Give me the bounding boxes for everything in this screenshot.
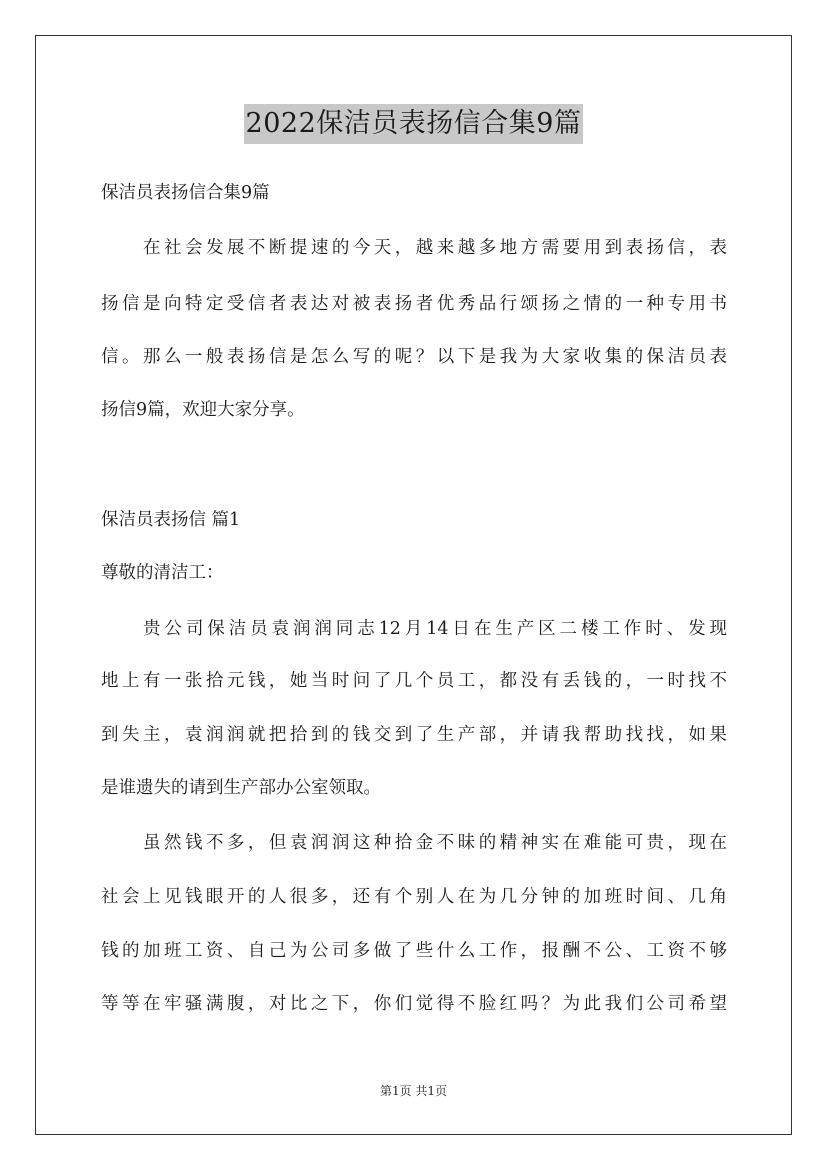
paragraph2-line-4: 等等在牢骚满腹，对比之下，你们觉得不脸红吗？为此我们公司希望 bbox=[101, 994, 727, 1014]
paragraph2-line-3: 钱的加班工资、自己为公司多做了些什么工作，报酬不公、工资不够 bbox=[101, 941, 727, 961]
title-container bbox=[0, 104, 827, 144]
paragraph1-line-4: 是谁遗失的请到生产部办公室领取。 bbox=[101, 778, 381, 798]
paragraph1-line-1: 贵公司保洁员袁润润同志12月14日在生产区二楼工作时、发现 bbox=[143, 619, 727, 639]
intro-line-3: 信。那么一般表扬信是怎么写的呢？以下是我为大家收集的保洁员表 bbox=[101, 347, 727, 367]
intro-line-1: 在社会发展不断提速的今天，越来越多地方需要用到表扬信，表 bbox=[143, 238, 727, 258]
paragraph2-line-2: 社会上见钱眼开的人很多，还有个别人在为几分钟的加班时间、几角 bbox=[101, 887, 727, 907]
paragraph2-line-1: 虽然钱不多，但袁润润这种拾金不昧的精神实在难能可贵，现在 bbox=[143, 833, 727, 853]
paragraph1-line-3: 到失主，袁润润就把拾到的钱交到了生产部，并请我帮助找找，如果 bbox=[101, 725, 727, 745]
subtitle: 保洁员表扬信合集9篇 bbox=[101, 183, 270, 203]
intro-line-2: 扬信是向特定受信者表达对被表扬者优秀品行颂扬之情的一种专用书 bbox=[101, 294, 727, 314]
salutation: 尊敬的清洁工： bbox=[101, 563, 224, 583]
section-heading: 保洁员表扬信 篇1 bbox=[101, 510, 241, 530]
page-footer: 第1页 共1页 bbox=[379, 1084, 448, 1098]
intro-line-4: 扬信9篇，欢迎大家分享。 bbox=[101, 400, 305, 420]
document-title: 2022保洁员表扬信合集9篇 bbox=[244, 104, 584, 144]
paragraph1-line-2: 地上有一张拾元钱，她当时问了几个员工，都没有丢钱的，一时找不 bbox=[101, 671, 727, 691]
